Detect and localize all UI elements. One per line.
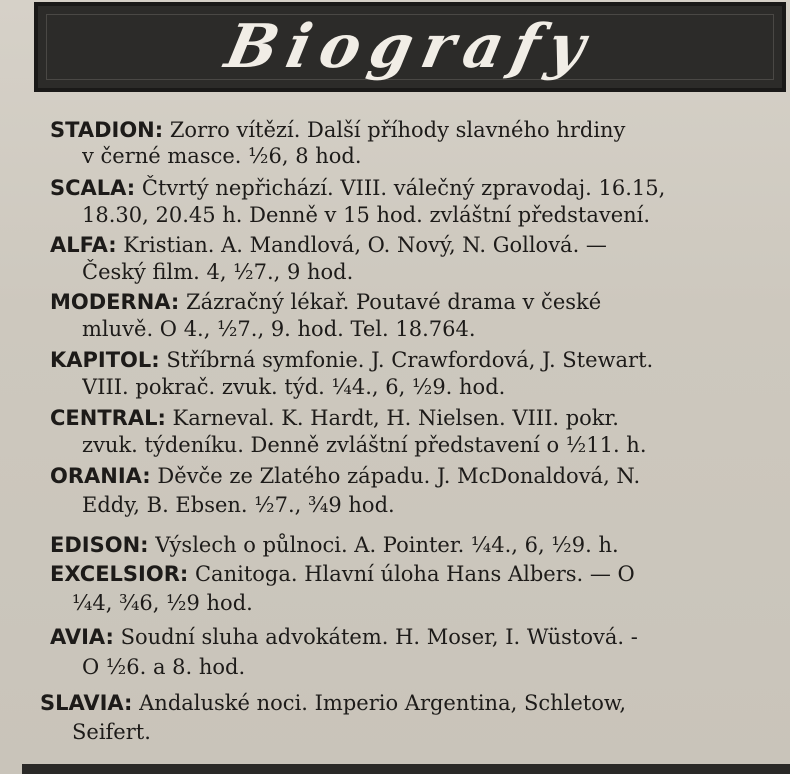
- listing-text: Soudní sluha advokátem. H. Moser, I. Wüstová. -: [120, 625, 638, 649]
- listing-continuation: 18.30, 20.45 h. Denně v 15 hod. zvláštní představení.: [82, 203, 651, 227]
- listing-avia: [50, 624, 790, 650]
- listing-text: Zorro vítězí. Další příhody slavného hrdiny: [169, 118, 626, 142]
- cinema-name: ORANIA:: [50, 464, 151, 488]
- listing-text: Stříbrná symfonie. J. Crawfordová, J. Stewart.: [166, 348, 654, 372]
- cinema-name: SLAVIA:: [40, 691, 133, 715]
- listing-edison: [50, 532, 790, 558]
- cinema-name: MODERNA:: [50, 290, 180, 314]
- listing-continuation: Český film. 4, ½7., 9 hod.: [82, 260, 354, 284]
- cinema-name: EDISON:: [50, 533, 149, 557]
- listing-slavia: [40, 690, 780, 716]
- listing-alfa: [50, 232, 790, 258]
- listing-continuation: Eddy, B. Ebsen. ½7., ¾9 hod.: [82, 493, 395, 517]
- listing-text: Kristian. A. Mandlová, O. Nový, N. Gollová. —: [123, 233, 607, 257]
- listing-continuation: ¼4, ¾6, ½9 hod.: [72, 591, 253, 615]
- listing-text: Zázračný lékař. Poutavé drama v české: [186, 290, 602, 314]
- cinema-name: CENTRAL:: [50, 406, 166, 430]
- listing-orania: [50, 463, 790, 489]
- listing-continuation: O ½6. a 8. hod.: [82, 655, 246, 679]
- listing-text: Výslech o půlnoci. A. Pointer. ¼4., 6, ½9. h.: [155, 533, 619, 557]
- listing-continuation: Seifert.: [72, 720, 151, 744]
- listing-continuation: v černé masce. ½6, 8 hod.: [82, 144, 362, 168]
- listing-continuation: mluvě. O 4., ½7., 9. hod. Tel. 18.764.: [82, 317, 476, 341]
- cinema-name: STADION:: [50, 118, 164, 142]
- listing-text: Čtvrtý nepřichází. VIII. válečný zpravodaj. 16.15,: [141, 176, 666, 200]
- listing-text: Andaluské noci. Imperio Argentina, Schletow,: [139, 691, 626, 715]
- listing-central: [50, 405, 790, 431]
- cinema-name: KAPITOL:: [50, 348, 160, 372]
- listing-stadion: [50, 117, 790, 143]
- listing-moderna: [50, 289, 790, 315]
- listing-text: Děvče ze Zlatého západu. J. McDonaldová, N.: [157, 464, 641, 488]
- cinema-name: SCALA:: [50, 176, 136, 200]
- bottom-rule: [22, 764, 790, 774]
- listing-excelsior: [50, 561, 790, 587]
- listing-text: Karneval. K. Hardt, H. Nielsen. VIII. pokr.: [172, 406, 619, 430]
- listing-scala: [50, 175, 790, 201]
- listing-continuation: zvuk. týdeníku. Denně zvláštní představení o ½11. h.: [82, 433, 647, 457]
- cinema-name: EXCELSIOR:: [50, 562, 189, 586]
- cinema-name: AVIA:: [50, 625, 114, 649]
- listing-text: Canitoga. Hlavní úloha Hans Albers. — O: [194, 562, 635, 586]
- listing-kapitol: [50, 347, 790, 373]
- cinema-name: ALFA:: [50, 233, 117, 257]
- section-title: Biografy: [219, 12, 601, 82]
- listing-continuation: VIII. pokrač. zvuk. týd. ¼4., 6, ½9. hod.: [82, 375, 506, 399]
